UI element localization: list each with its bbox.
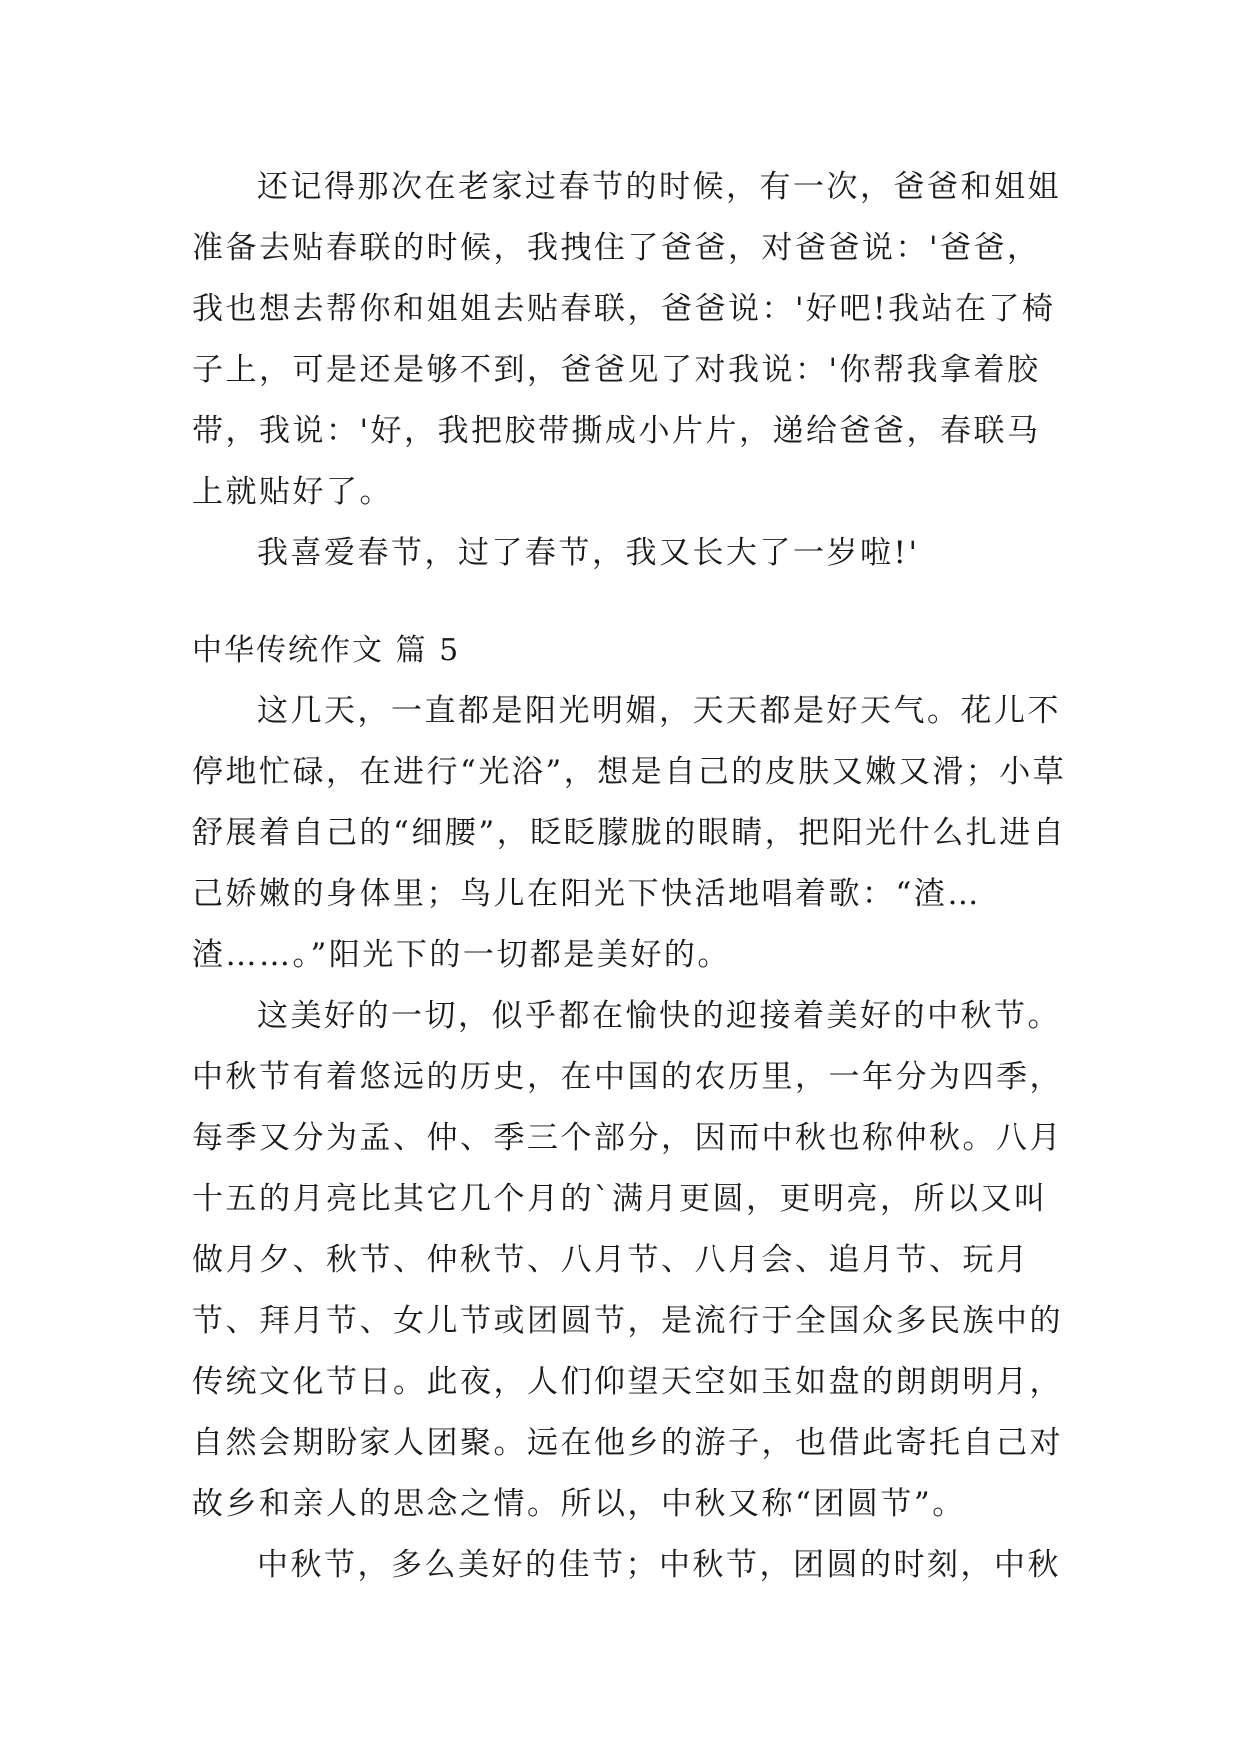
paragraph-sunny-days: 这几天，一直都是阳光明媚，天天都是好天气。花儿不停地忙碌，在进行“光浴”，想是自己的皮肤又嫩又滑；小草舒展着自己的“细腰”，眨眨朦胧的眼睛，把阳光什么扎进自己娇嫩的身体里；鸟儿在阳光下快活地唱着歌：“渣…渣……。”阳光下的一切都是美好的。 [192,693,1067,973]
section-title: 中华传统作文 篇 5 [192,633,461,668]
paragraph-mid-autumn-reunion: 中秋节，多么美好的佳节；中秋节，团圆的时刻，中秋 [257,1547,1061,1583]
section-spacer [192,584,1072,620]
paragraph-love-spring-festival: 我喜爱春节，过了春节，我又长大了一岁啦!' [257,535,920,571]
paragraph-spring-festival-memory: 还记得那次在老家过春节的时候，有一次，爸爸和姐姐准备去贴春联的时候，我拽住了爸爸，对爸爸说：'爸爸，我也想去帮你和姐姐去贴春联，爸爸说：'好吧!我站在了椅子上，可是还是够不到，爸爸见了对我说：'你帮我拿着胶带，我说：'好，我把胶带撕成小片片，递给爸爸，春联马上就贴好了。 [192,169,1061,510]
document-page [192,157,1072,1596]
paragraph-mid-autumn-history: 这美好的一切，似乎都在愉快的迎接着美好的中秋节。中秋节有着悠远的历史，在中国的农历里，一年分为四季，每季又分为孟、仲、季三个部分，因而中秋也称仲秋。八月十五的月亮比其它几个月的`满月更圆，更明亮，所以又叫做月夕、秋节、仲秋节、八月节、八月会、追月节、玩月节、拜月节、女儿节或团圆节，是流行于全国众多民族中的传统文化节日。此夜，人们仰望天空如玉如盘的朗朗明月，自然会期盼家人团聚。远在他乡的游子，也借此寄托自己对故乡和亲人的思念之情。所以，中秋又称“团圆节”。 [192,998,1063,1522]
